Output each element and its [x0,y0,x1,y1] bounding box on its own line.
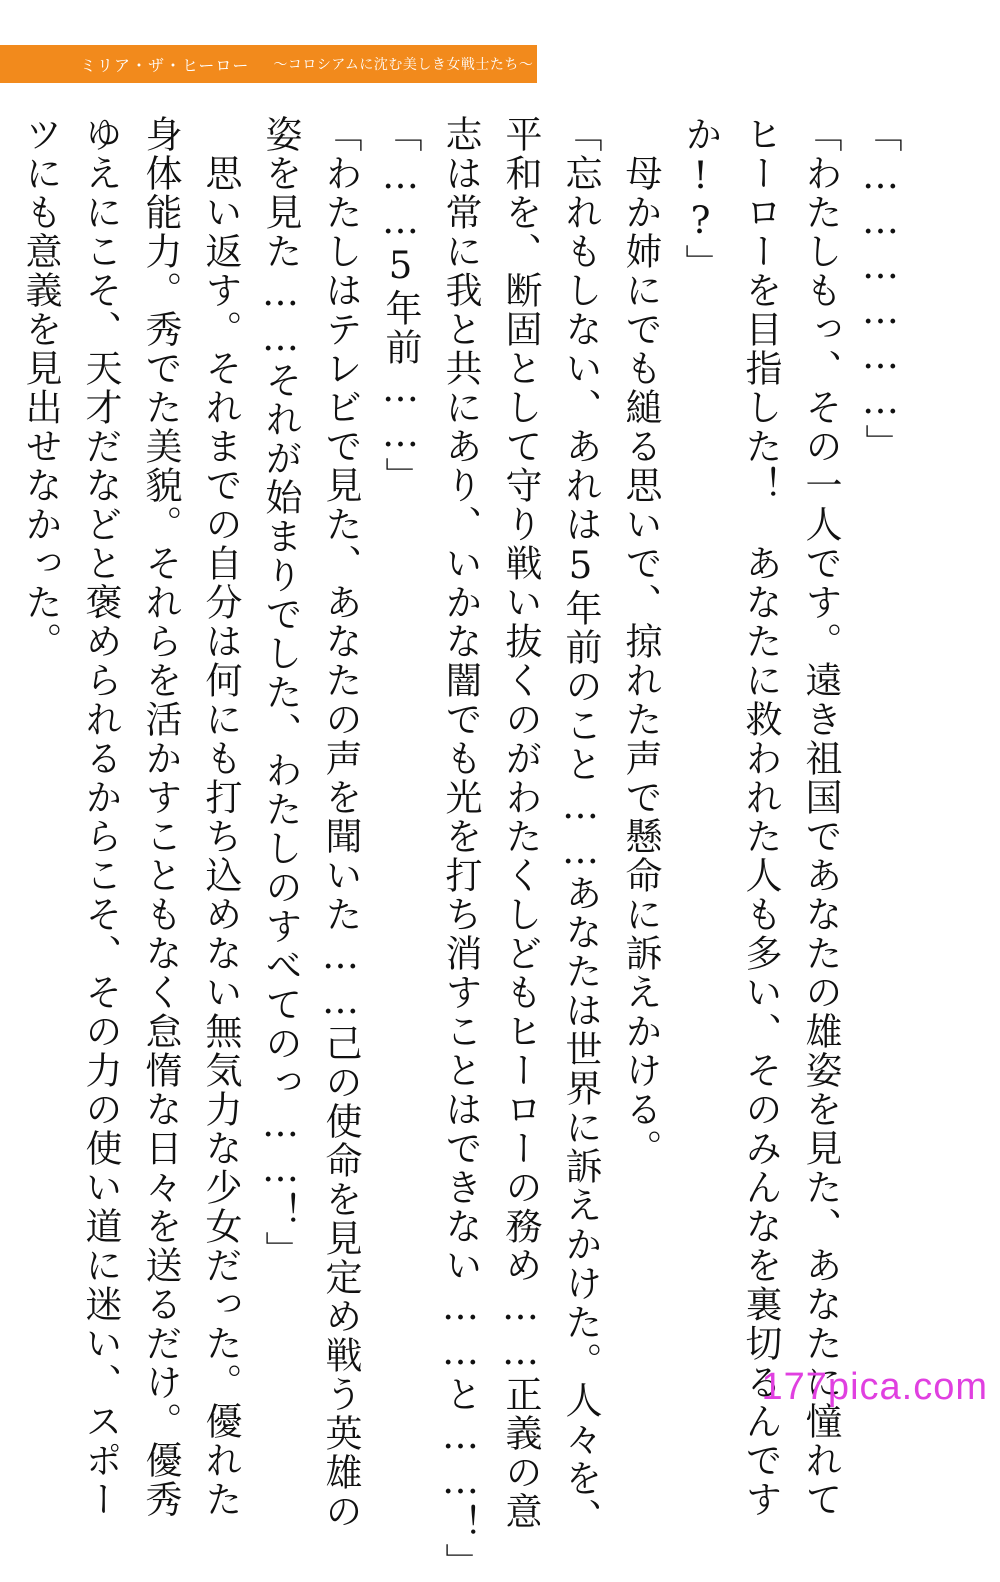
paragraph: 「……5年前……」 [379,115,422,496]
paragraph: 「わたしはテレビで見た、あなたの声を聞いた……己の使命を見定め戦う英雄の 姿を見た……それが始まりでした、わたしのすべてのっ……！」 [259,115,362,1531]
paragraph: 思い返す。それまでの自分は何にも打ち込めない無気力な少女だった。優れた 身体能力。秀でた美貌。それらを活かすこともなく怠惰な日々を送るだけ。優秀 ゆえにこそ、天才だなどと褒められるからこそ、その力の使い道に迷い、スポー ツにも意義を見出せなかった。 [19,115,242,1519]
paragraph: 「………………」 [859,115,902,463]
paragraph: 「忘れもしない、あれは5年前のこと……あなたは世界に訴えかけた。人々を、 平和を、断固として守り戦い抜くのがわたくしどもヒーローの務め……正義の意 志は常に我と共にあり、いかな闇でも光を打ち消すことはできない……と……！」 [439,115,602,1582]
series-title: ミリア・ザ・ヒーロー [80,55,250,75]
paragraph: 母か姉にでも縋る思いで、掠れた声で懸命に訴えかける。 [619,115,662,1168]
watermark: 177pica.com [761,1366,988,1408]
paragraph: 「わたしもっ、その一人です。遠き祖国であなたの雄姿を見た、あなたに憧れて ヒーローを目指した！ あなたに救われた人も多い、そのみんなを裏切るんです か!?」 [679,115,842,1519]
series-subtitle: 〜コロシアムに沈む美しき女戦士たち〜 [273,57,534,73]
header-bar [0,45,537,83]
